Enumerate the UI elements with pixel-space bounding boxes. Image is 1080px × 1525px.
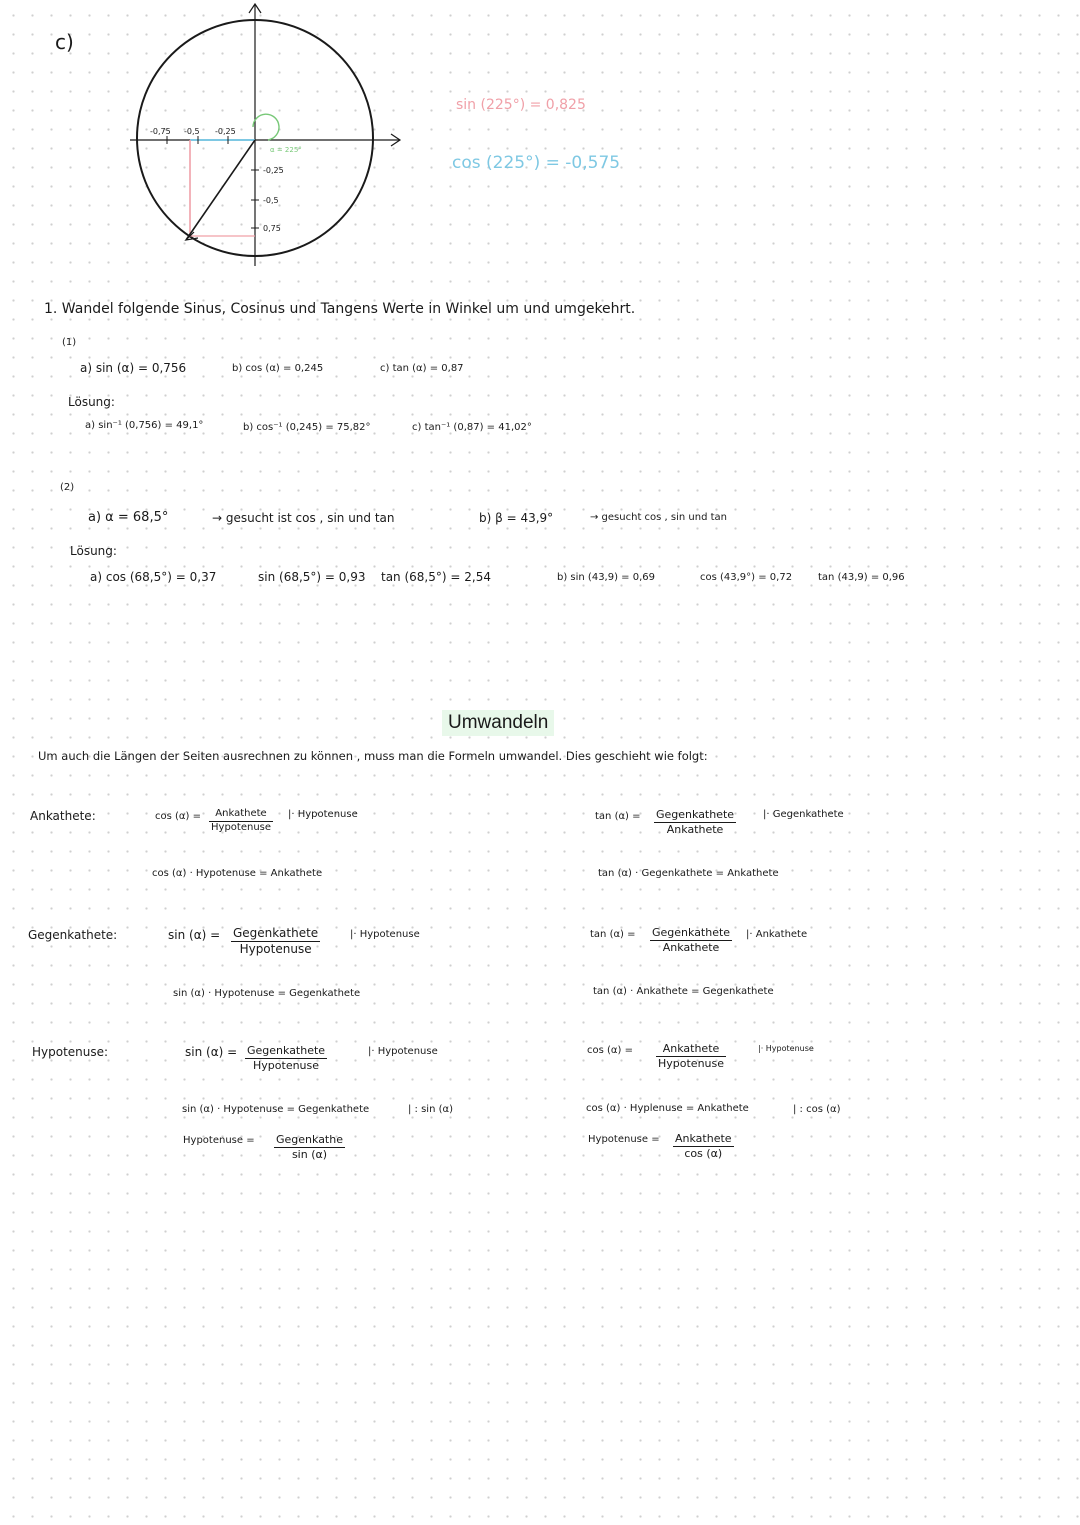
solution2-b-cos: cos (43,9°) = 0,72 (700, 572, 793, 583)
task1-c: c) tan (α) = 0,87 (380, 363, 464, 374)
solution-label-2: Lösung: (70, 544, 117, 558)
denominator: Hypotenuse (253, 1058, 320, 1072)
solution2-a-sin: sin (68,5°) = 0,93 (258, 570, 366, 584)
solution-b: b) cos⁻¹ (0,245) = 75,82° (243, 422, 371, 433)
formula-lhs: cos (α) = (155, 811, 201, 822)
task-title: 1. Wandel folgende Sinus, Cosinus und Tangens Werte in Winkel um und umgekehrt. (44, 301, 636, 317)
formula-operation: |· Hypotenuse (368, 1046, 438, 1057)
numerator: Gegenkathe (276, 1133, 343, 1146)
formula-lhs: Hypotenuse = (588, 1134, 660, 1145)
fraction (274, 1133, 345, 1162)
formula-lhs: tan (α) = (595, 811, 641, 822)
denominator: cos (α) (684, 1146, 723, 1160)
solution-c: c) tan⁻¹ (0,87) = 41,02° (412, 422, 532, 433)
denominator: Hypotenuse (658, 1056, 725, 1070)
numerator: Gegenkathete (247, 1044, 326, 1057)
formula-operation: | : cos (α) (793, 1104, 841, 1115)
solution2-a-tan: tan (68,5°) = 2,54 (381, 570, 491, 584)
formula-operation: |· Hypotenuse (288, 809, 358, 820)
part2-label: (2) (60, 482, 75, 493)
denominator: Hypotenuse (239, 942, 312, 956)
numerator: Gegenkathete (652, 926, 731, 939)
denominator: sin (α) (291, 1147, 328, 1161)
task2-b: b) β = 43,9° (479, 511, 554, 525)
unit-circle-diagram (110, 0, 410, 270)
y-tick-label: -0,25 (263, 166, 284, 175)
denominator: Ankathete (662, 940, 720, 954)
solution2-b-sin: b) sin (43,9) = 0,69 (557, 572, 656, 583)
formula-result: cos (α) · Hypotenuse = Ankathete (152, 868, 323, 879)
angle-arc (253, 114, 279, 140)
hypotenuse-label: Hypotenuse: (32, 1045, 109, 1059)
solution-a: a) sin⁻¹ (0,756) = 49,1° (85, 420, 204, 431)
formula-operation: |· Gegenkathete (763, 809, 844, 820)
formula-operation: |· Ankathete (746, 929, 808, 940)
formula-lhs: tan (α) = (590, 929, 636, 940)
sin-note: sin (225°) = 0,825 (456, 97, 586, 113)
gegenkathete-label: Gegenkathete: (28, 928, 118, 942)
formula-lhs: sin (α) = (168, 928, 221, 942)
formula-lhs: cos (α) = (587, 1045, 633, 1056)
x-tick-label: -0,5 (184, 127, 200, 136)
section-intro: Um auch die Längen der Seiten ausrechnen zu können , muss man die Formeln umwandel. Dies geschieht wie folgt: (38, 749, 708, 763)
solution2-b-tan: tan (43,9) = 0,96 (818, 572, 905, 583)
numerator: Gegenkathete (233, 926, 319, 940)
fraction (656, 1042, 726, 1071)
fraction (231, 926, 320, 957)
solution2-a-cos: a) cos (68,5°) = 0,37 (90, 570, 217, 584)
formula-operation: |· Hypotenuse (758, 1044, 814, 1053)
formula-operation: | : sin (α) (408, 1104, 453, 1115)
formula-lhs: Hypotenuse = (183, 1135, 255, 1146)
fraction (673, 1132, 734, 1161)
fraction (654, 808, 736, 837)
x-tick-label: -0,75 (150, 127, 171, 136)
numerator: Gegenkathete (656, 808, 735, 821)
numerator: Ankathete (209, 808, 273, 822)
formula-result: cos (α) · Hyplenuse = Ankathete (586, 1103, 749, 1114)
formula-result: sin (α) · Hypotenuse = Gegenkathete (173, 988, 361, 999)
formula-lhs: sin (α) = (185, 1045, 238, 1059)
fraction (650, 926, 732, 955)
formula-result: tan (α) · Ankathete = Gegenkathete (593, 986, 774, 997)
task2-a-arrow: → gesucht ist cos , sin und tan (212, 511, 395, 525)
part1-label: (1) (62, 337, 77, 348)
fraction (245, 1044, 327, 1073)
y-tick-label: -0,5 (263, 196, 279, 205)
numerator: Ankathete (675, 1132, 732, 1145)
numerator: Ankathete (656, 1042, 726, 1057)
task1-a: a) sin (α) = 0,756 (80, 361, 187, 375)
cos-note: cos (225°) = -0,575 (452, 153, 621, 173)
formula-result: sin (α) · Hypotenuse = Gegenkathete (182, 1104, 370, 1115)
section-heading: Umwandeln (442, 710, 554, 736)
x-tick-label: -0,25 (215, 127, 236, 136)
task1-b: b) cos (α) = 0,245 (232, 363, 324, 374)
y-tick-label: 0,75 (263, 224, 281, 233)
formula-operation: |· Hypotenuse (350, 929, 420, 940)
formula-result: tan (α) · Gegenkathete = Ankathete (598, 868, 779, 879)
task2-b-arrow: → gesucht cos , sin und tan (590, 512, 727, 523)
radius-line (186, 140, 255, 240)
fraction (209, 808, 273, 834)
solution-label: Lösung: (68, 395, 115, 409)
part-label: c) (55, 30, 74, 54)
angle-label: α = 225° (270, 146, 302, 154)
denominator: Ankathete (666, 822, 724, 836)
denominator: Hypotenuse (211, 821, 272, 833)
task2-a: a) α = 68,5° (88, 510, 169, 525)
ankathete-label: Ankathete: (30, 809, 96, 823)
